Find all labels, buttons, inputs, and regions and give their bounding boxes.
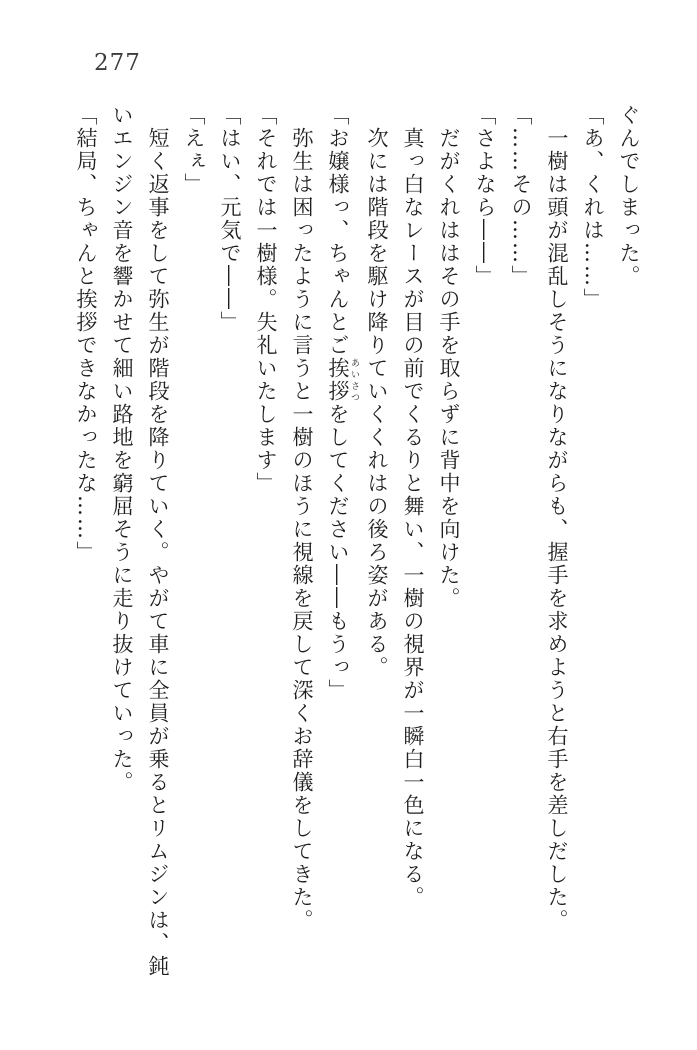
text-line: 「それでは一樹様。失礼いたします」: [254, 104, 278, 495]
ruby-annotation: [326, 357, 359, 403]
furigana: あいさつ: [349, 357, 359, 403]
text-line: 「結局、ちゃんと挨拶できなかったな……」: [74, 104, 98, 564]
text-segment: をしてください――もうっ」: [326, 403, 350, 702]
text-line: 真っ白なレースが目の前でくるりと舞い、一樹の視界が一瞬白一色になる。: [401, 104, 425, 909]
text-line: 一樹は頭が混乱しそうになりながらも、握手を求めようと右手を差しだした。: [545, 104, 569, 932]
text-line: 「……その……」: [509, 104, 533, 288]
text-line-with-furigana: [320, 104, 359, 986]
text-line: 「あ、くれは……」: [581, 104, 605, 311]
page-number: 277: [94, 50, 141, 76]
text-line: 次には階段を駆け降りていくくれはの後ろ姿がある。: [365, 104, 389, 679]
text-line: ぐんでしまった。: [617, 104, 641, 288]
text-line: だがくれははその手を取らずに背中を向けた。: [437, 104, 461, 610]
ruby-base: 挨拶: [326, 357, 350, 403]
vertical-text-block: [68, 104, 647, 986]
text-segment: 「お嬢様っ、ちゃんとご: [326, 104, 350, 357]
text-line: 弥生は困ったように言うと一樹のほうに視線を戻して深くお辞儀をしてきた。: [290, 104, 314, 932]
text-line: 「えぇ」: [182, 104, 206, 196]
text-line: 短く返事をして弥生が階段を降りていく。やがて車に全員が乗るとリムジンは、鈍いエンジン音を響かせて細い路地を窮屈そうに走り抜けていった。: [110, 104, 170, 978]
text-line: 「はい、元気で――」: [218, 104, 242, 334]
text-line: 「さよなら――」: [473, 104, 497, 288]
